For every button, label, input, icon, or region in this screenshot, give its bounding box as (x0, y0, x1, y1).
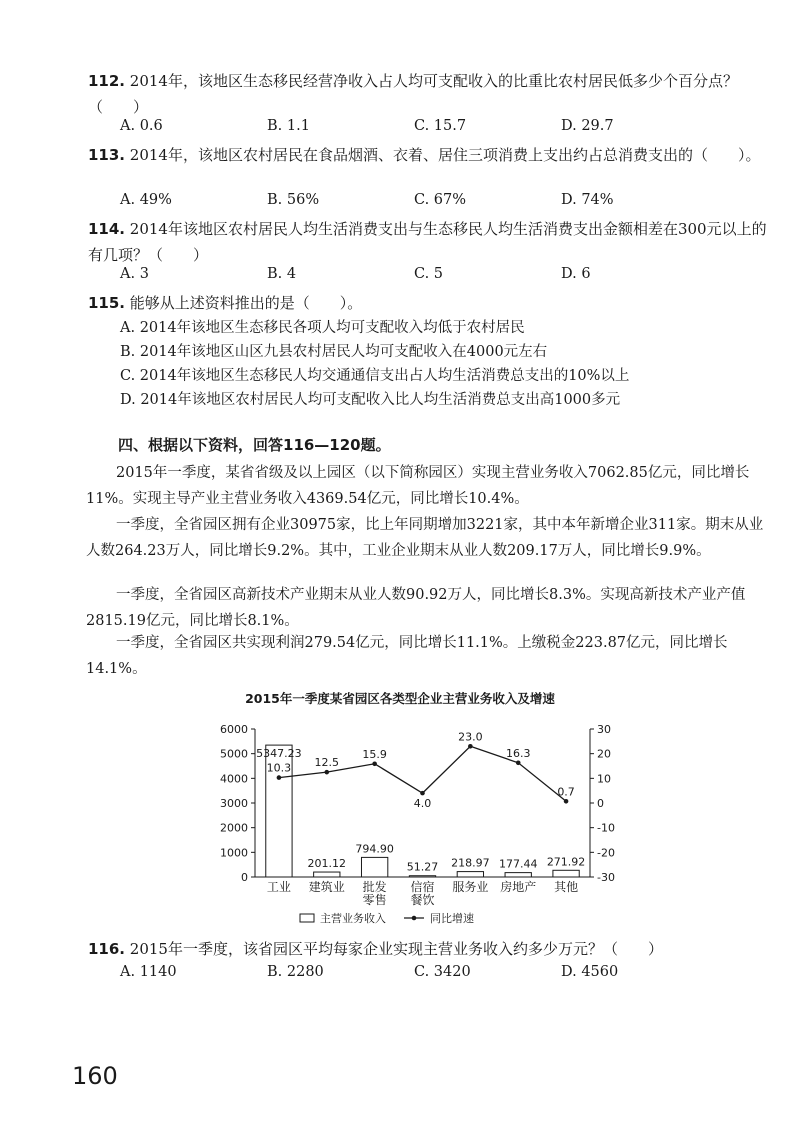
right-tick-label: 20 (597, 747, 611, 761)
category-label: 零售 (362, 893, 387, 907)
question-114 (88, 216, 768, 268)
option-c[interactable]: C. 3420 (414, 964, 471, 980)
growth-value-label: 10.3 (266, 761, 292, 775)
section-title: 四、根据以下资料，回答116—120题。 (118, 436, 391, 454)
option-b[interactable]: B. 4 (267, 266, 297, 282)
growth-point (277, 775, 282, 780)
bar (361, 857, 387, 877)
growth-point (516, 760, 521, 765)
growth-value-label: 12.5 (314, 756, 340, 770)
growth-value-label: 4.0 (413, 797, 432, 811)
paragraph-1: 2015年一季度，某省省级及以上园区（以下简称园区）实现主营业务收入7062.85亿元，同比增长11%。实现主导产业主营业务收入4369.54亿元，同比增长10.4%。 (86, 465, 750, 507)
option-a[interactable]: A. 1140 (120, 964, 177, 980)
bar (505, 873, 531, 877)
bar (409, 876, 435, 877)
left-tick-label: 4000 (220, 772, 248, 786)
category-label: 工业 (266, 880, 291, 894)
growth-point (324, 770, 329, 775)
option-c[interactable]: C. 67% (414, 192, 467, 208)
right-tick-label: -20 (597, 846, 615, 860)
legend-bar-swatch (300, 914, 314, 922)
category-label: 其他 (554, 880, 579, 894)
option-d[interactable]: D. 6 (561, 266, 591, 282)
left-tick-label: 1000 (220, 846, 248, 860)
growth-value-label: 23.0 (458, 730, 483, 744)
chart-title: 2015年一季度某省园区各类型企业主营业务收入及增速 (245, 691, 555, 706)
category-label: 建筑业 (308, 880, 345, 894)
bar (457, 872, 483, 877)
question-114-options (120, 266, 770, 290)
bar-value-label: 794.90 (355, 842, 394, 856)
question-113-options (120, 192, 770, 216)
question-116-options (120, 964, 770, 988)
bar (553, 870, 579, 877)
paragraph-4: 一季度，全省园区共实现利润279.54亿元，同比增长11.1%。上缴税金223.87亿元，同比增长14.1%。 (86, 635, 728, 677)
option-c[interactable]: C. 5 (414, 266, 444, 282)
option-b[interactable]: B. 2280 (267, 964, 324, 980)
category-label: 餐饮 (410, 893, 435, 907)
question-number: 115. (88, 294, 126, 312)
left-tick-label: 5000 (220, 747, 248, 761)
option-a[interactable]: A. 49% (120, 192, 172, 208)
right-tick-label: 0 (597, 797, 604, 810)
growth-value-label: 0.7 (557, 785, 575, 799)
question-number: 112. (88, 72, 126, 90)
growth-point (372, 761, 377, 766)
option-b[interactable]: B. 56% (267, 192, 320, 208)
question-116 (88, 936, 768, 962)
question-text: 2014年，该地区生态移民经营净收入占人均可支配收入的比重比农村居民低多少个百分点？（ ） (88, 72, 738, 116)
right-tick-label: -10 (597, 821, 615, 835)
left-tick-label: 3000 (220, 797, 248, 810)
legend-line-marker (412, 916, 417, 921)
question-112 (88, 68, 768, 120)
option-b[interactable]: B. 1.1 (267, 118, 310, 134)
question-113 (88, 142, 768, 168)
option-a[interactable]: A. 2014年该地区生态移民各项人均可支配收入均低于农村居民 (120, 320, 525, 336)
option-c[interactable]: C. 15.7 (414, 118, 467, 134)
category-label: 批发 (362, 880, 387, 894)
bar-value-label: 201.12 (307, 857, 347, 871)
combo-chart (0, 705, 800, 933)
option-d[interactable]: D. 2014年该地区农村居民人均可支配收入比人均生活消费总支出高1000多元 (120, 392, 621, 408)
left-tick-label: 2000 (220, 821, 248, 835)
left-tick-label: 6000 (220, 723, 248, 736)
category-label: 信宿 (410, 880, 435, 894)
option-d[interactable]: D. 74% (561, 192, 614, 208)
question-number: 116. (88, 940, 126, 958)
question-text: 2014年，该地区农村居民在食品烟酒、衣着、居住三项消费上支出约占总消费支出的（ ）。 (129, 146, 761, 164)
category-label: 房地产 (500, 880, 537, 894)
growth-point (468, 744, 473, 749)
question-112-options (120, 118, 770, 142)
page-number: 160 (72, 1062, 118, 1090)
option-d[interactable]: D. 29.7 (561, 118, 614, 134)
bar-value-label: 271.92 (546, 855, 586, 869)
legend-bar-label: 主营业务收入 (320, 912, 386, 925)
paragraph-3: 一季度，全省园区高新技术产业期末从业人数90.92万人，同比增长8.3%。实现高新技术产业产值2815.19亿元，同比增长8.1%。 (86, 587, 746, 629)
question-text: 2014年该地区农村居民人均生活消费支出与生态移民人均生活消费支出金额相差在300元以上的有几项？（ ） (88, 220, 767, 264)
option-b[interactable]: B. 2014年该地区山区九县农村居民人均可支配收入在4000元左右 (120, 344, 548, 360)
paragraph-2: 一季度，全省园区拥有企业30975家，比上年同期增加3221家，其中本年新增企业311家。期末从业人数264.23万人，同比增长9.2%。其中，工业企业期末从业人数209.17万人，同比增长9.9%。 (86, 517, 764, 559)
growth-point (420, 791, 425, 796)
growth-point (564, 799, 569, 804)
question-text: 能够从上述资料推出的是（ ）。 (129, 294, 363, 312)
bar-value-label: 218.97 (451, 856, 490, 870)
question-number: 113. (88, 146, 126, 164)
right-tick-label: 10 (597, 772, 611, 786)
bar-value-label: 5347.23 (256, 747, 302, 761)
bar (314, 872, 340, 877)
option-c[interactable]: C. 2014年该地区生态移民人均交通通信支出占人均生活消费总支出的10%以上 (120, 368, 630, 384)
legend-line-label: 同比增速 (430, 912, 474, 925)
option-a[interactable]: A. 3 (120, 266, 149, 282)
option-d[interactable]: D. 4560 (561, 964, 619, 980)
bar-value-label: 177.44 (498, 857, 538, 871)
question-115 (88, 290, 768, 316)
left-tick-label: 0 (241, 871, 248, 884)
question-number: 114. (88, 220, 126, 238)
right-tick-label: 30 (597, 723, 611, 736)
category-label: 服务业 (452, 880, 489, 894)
question-text: 2015年一季度，该省园区平均每家企业实现主营业务收入约多少万元？（ ） (129, 940, 663, 958)
bar-value-label: 51.27 (406, 860, 439, 874)
right-tick-label: -30 (597, 871, 615, 884)
option-a[interactable]: A. 0.6 (120, 118, 163, 134)
growth-value-label: 15.9 (362, 747, 387, 761)
growth-value-label: 16.3 (505, 746, 531, 760)
